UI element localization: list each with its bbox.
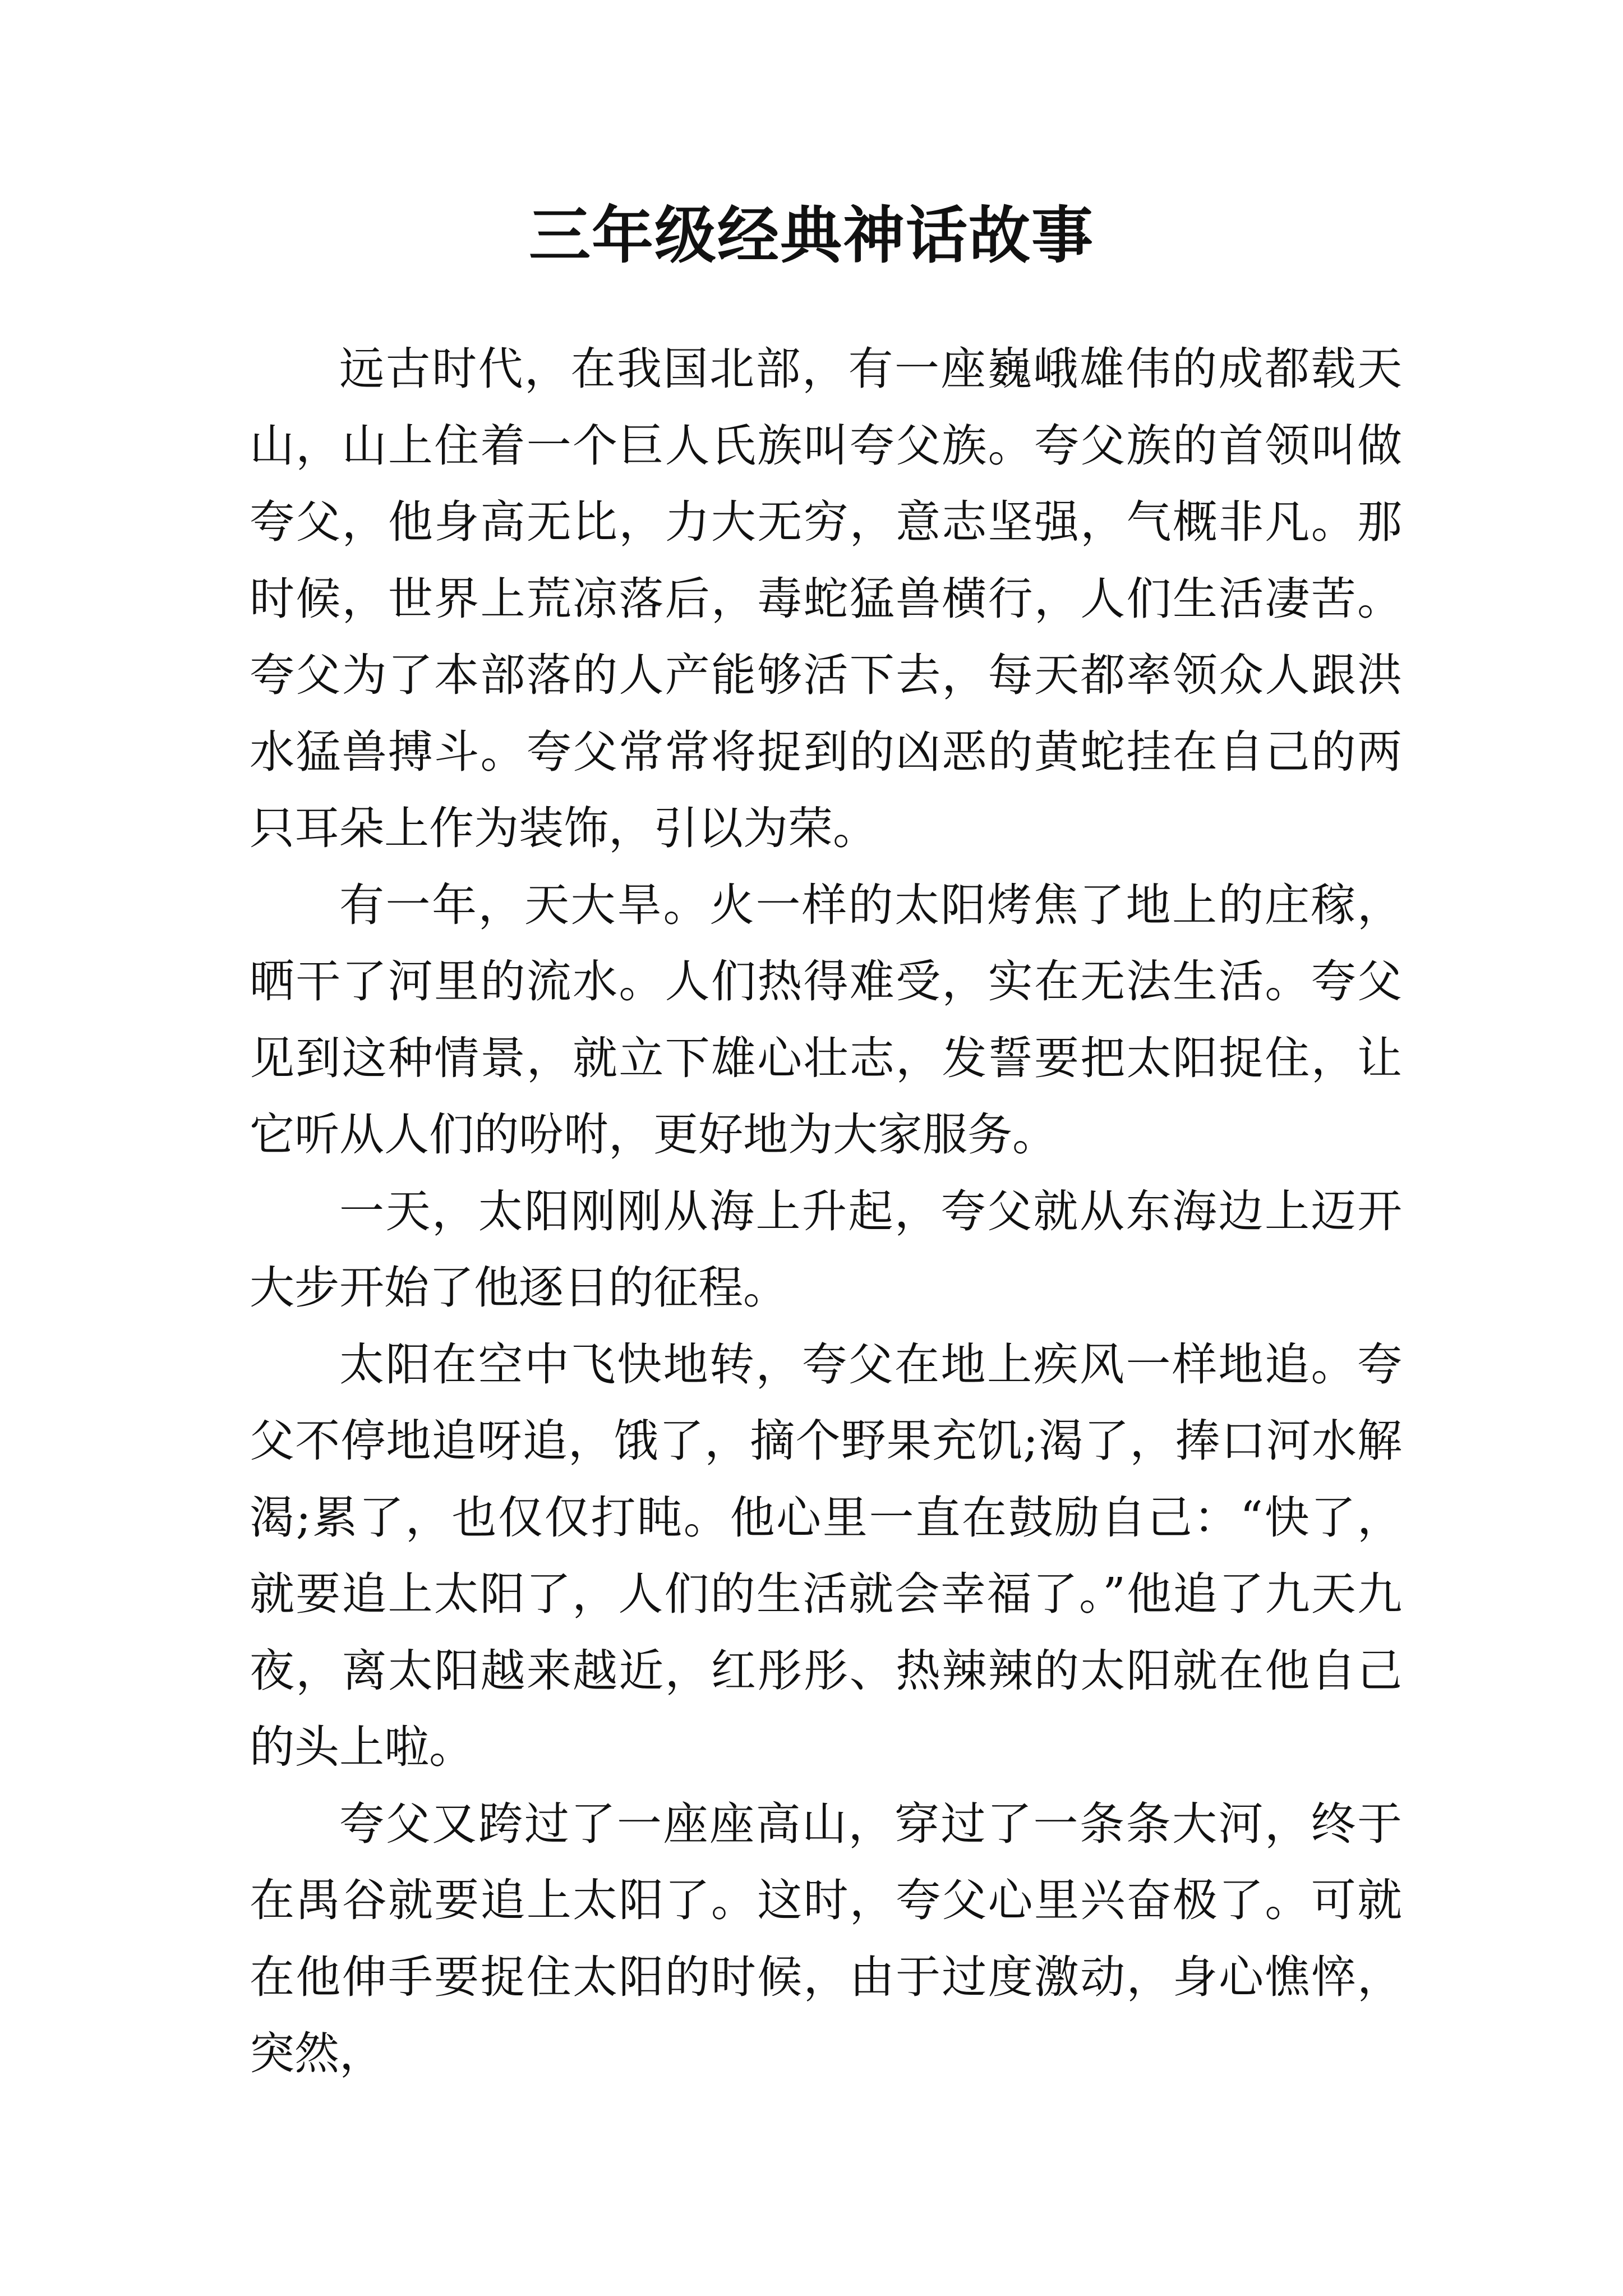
paragraph: 太阳在空中飞快地转，夸父在地上疾风一样地追。夸父不停地追呀追，饿了，摘个野果充饥;渴了，捧口河水解渴;累了，也仅仅打盹。他心里一直在鼓励自己：“快了，就要追上太阳了，人们的生活就会幸福了。”他追了九天九夜，离太阳越来越近，红彤彤、热辣辣的太阳就在他自己的头上啦。 xyxy=(250,1338,1402,1773)
paragraph: 夸父又跨过了一座座高山，穿过了一条条大河，终于在禺谷就要追上太阳了。这时，夸父心里兴奋极了。可就在他伸手要捉住太阳的时候，由于过度激动，身心憔悴，突然， xyxy=(250,1797,1402,2079)
paragraph: 一天，太阳刚刚从海上升起，夸父就从东海边上迈开大步开始了他逐日的征程。 xyxy=(250,1185,1402,1314)
paragraph: 远古时代，在我国北部，有一座巍峨雄伟的成都载天山，山上住着一个巨人氏族叫夸父族。夸父族的首领叫做夸父，他身高无比，力大无穷，意志坚强，气概非凡。那时候，世界上荒凉落后，毒蛇猛兽横行，人们生活凄苦。夸父为了本部落的人产能够活下去，每天都率领众人跟洪水猛兽搏斗。夸父常常将捉到的凶恶的黄蛇挂在自己的两只耳朵上作为装饰，引以为荣。 xyxy=(250,343,1402,854)
document-title: 三年级经典神话故事 xyxy=(529,199,1094,272)
paragraph: 有一年，天大旱。火一样的太阳烤焦了地上的庄稼，晒干了河里的流水。人们热得难受，实在无法生活。夸父见到这种情景，就立下雄心壮志，发誓要把太阳捉住，让它听从人们的吩咐，更好地为大家服务。 xyxy=(250,878,1402,1161)
document-body xyxy=(250,331,1402,2092)
